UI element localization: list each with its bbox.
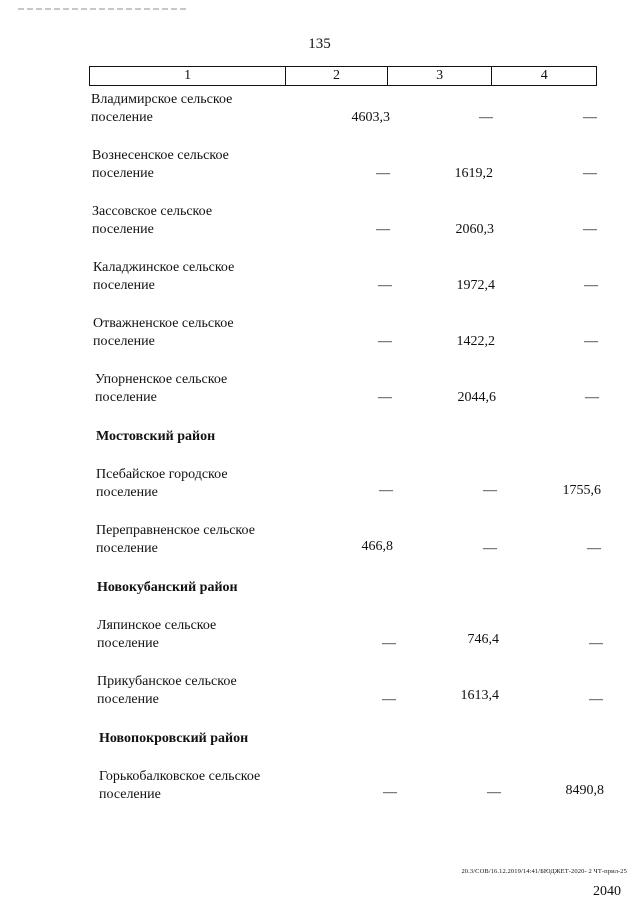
settlement-name: Зассовское сельское поселение: [92, 204, 213, 237]
settlement-name: Отважненское сельское поселение: [93, 316, 234, 349]
value-col-3: —: [479, 110, 493, 125]
corner-page-number: 2040: [593, 884, 621, 899]
value-col-4: —: [584, 278, 598, 293]
value-col-2: —: [376, 222, 390, 237]
document-footer-code: 20.3/СОВ/16.12.2019/14:41/БЮДЖЕТ-2020- 2 ЧТ-прил-25: [461, 868, 627, 875]
settlement-name: Прикубанское сельское поселение: [97, 674, 237, 707]
table-row: [0, 466, 639, 506]
value-col-2: —: [376, 166, 390, 181]
settlement-name: Псебайское городское поселение: [96, 467, 228, 500]
column-header-1: 1: [90, 67, 286, 85]
column-header-3: 3: [388, 67, 493, 85]
value-col-3: —: [483, 541, 497, 556]
value-col-3: —: [487, 785, 501, 800]
value-col-3: 2060,3: [455, 222, 494, 237]
settlement-name: Ляпинское сельское поселение: [97, 618, 217, 651]
value-col-3: 1422,2: [456, 334, 495, 349]
value-col-4: —: [583, 166, 597, 181]
table-row: [0, 371, 639, 411]
settlement-name: Упорненское сельское поселение: [95, 372, 228, 405]
value-col-4: 8490,8: [565, 783, 604, 798]
value-col-4: 1755,6: [562, 483, 601, 498]
settlement-name: Каладжинское сельское поселение: [93, 260, 235, 293]
value-col-4: —: [585, 390, 599, 405]
settlement-name: Владимирское сельское поселение: [91, 92, 233, 125]
district-heading: Мостовский район: [96, 429, 216, 444]
table-row: [0, 259, 639, 299]
district-heading: Новокубанский район: [97, 580, 238, 595]
value-col-3: 2044,6: [457, 390, 496, 405]
settlement-name: Вознесенское сельское поселение: [92, 148, 229, 181]
value-col-4: —: [584, 334, 598, 349]
value-col-2: —: [383, 785, 397, 800]
table-row: [0, 522, 639, 562]
settlement-name: Переправненское сельское поселение: [96, 523, 255, 556]
value-col-2: —: [378, 390, 392, 405]
value-col-2: 466,8: [361, 539, 393, 554]
value-col-4: —: [583, 222, 597, 237]
value-col-2: —: [378, 334, 392, 349]
table-row: [0, 673, 639, 713]
page-number: 135: [308, 36, 331, 52]
column-header-4: 4: [540, 68, 548, 83]
district-heading: Новопокровский район: [99, 731, 249, 746]
table-header: [89, 66, 597, 86]
value-col-2: —: [382, 692, 396, 707]
value-col-3: 1972,4: [456, 278, 495, 293]
table-row: [0, 768, 639, 808]
value-col-2: —: [379, 483, 393, 498]
value-col-4: —: [589, 692, 603, 707]
value-col-2: —: [378, 278, 392, 293]
value-col-3: —: [483, 483, 497, 498]
value-col-2: —: [382, 636, 396, 651]
value-col-4: —: [589, 636, 603, 651]
table-row: [0, 147, 639, 187]
settlement-name: Горькобалковское сельское поселение: [99, 769, 261, 802]
table-row: [0, 315, 639, 355]
value-col-3: 746,4: [467, 632, 499, 647]
value-col-4: —: [583, 110, 597, 125]
column-header-2: 2: [286, 67, 388, 85]
value-col-3: 1619,2: [454, 166, 493, 181]
value-col-2: 4603,3: [351, 110, 390, 125]
scan-artifact: [18, 8, 188, 10]
table-row: [0, 203, 639, 243]
table-row: [0, 91, 639, 131]
table-row: [0, 617, 639, 657]
value-col-4: —: [587, 541, 601, 556]
value-col-3: 1613,4: [460, 688, 499, 703]
